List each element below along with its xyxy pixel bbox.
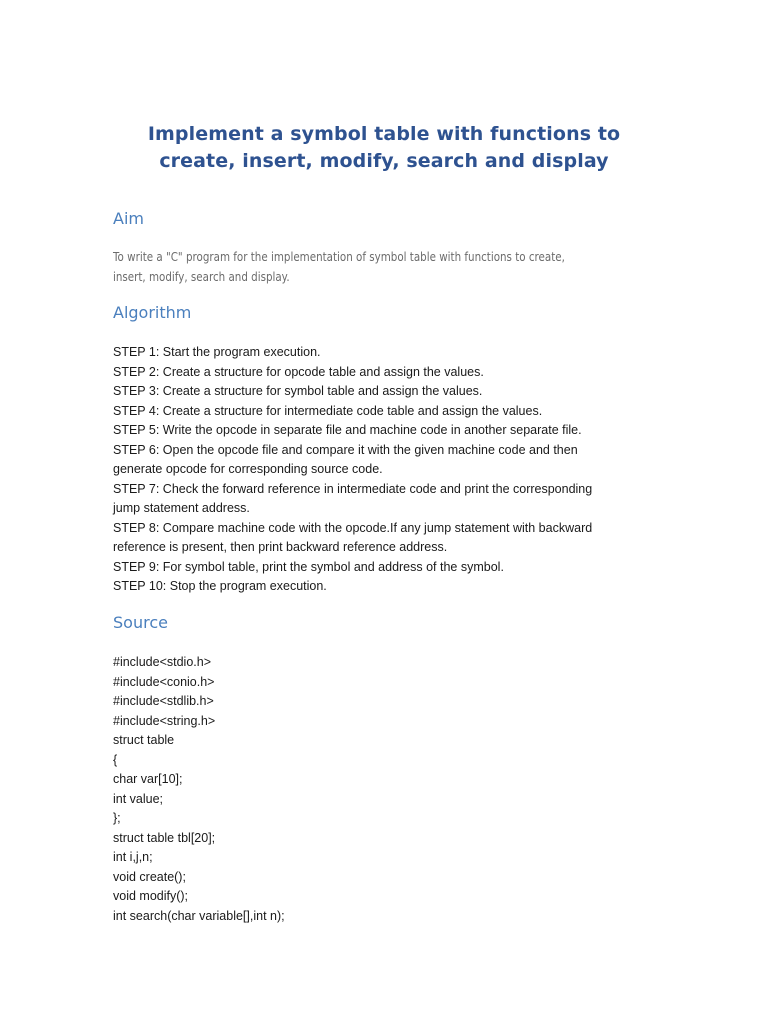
document-title [84,121,684,175]
title-line: create, insert, modify, search and display [159,150,609,172]
code-line: void modify(); [113,889,189,903]
algorithm-line: STEP 8: Compare machine code with the opcode.If any jump statement with backward [113,520,593,535]
aim-heading: Aim [113,209,144,228]
source-code [113,653,673,926]
algorithm-line: STEP 5: Write the opcode in separate file and machine code in another separate file. [113,423,582,437]
code-line: }; [113,811,121,825]
aim-line: To write a "C" program for the implementation of symbol table with functions to create, [113,250,565,264]
code-line: struct table tbl[20]; [113,830,216,845]
code-line: #include<conio.h> [113,674,215,689]
code-line: { [113,752,118,767]
aim-paragraph [113,247,595,287]
algorithm-line: STEP 6: Open the opcode file and compare it with the given machine code and then [113,442,578,457]
algorithm-steps [113,343,673,597]
code-line: int search(char variable[],int n); [113,908,285,923]
algorithm-line: STEP 9: For symbol table, print the symbol and address of the symbol. [113,559,504,574]
code-line: #include<stdio.h> [113,655,211,669]
algorithm-line: STEP 2: Create a structure for opcode table and assign the values. [113,364,484,379]
algorithm-line: reference is present, then print backward reference address. [113,540,448,554]
algorithm-line: generate opcode for corresponding source code. [113,462,383,476]
algorithm-line: STEP 7: Check the forward reference in intermediate code and print the corresponding [113,481,593,496]
algorithm-heading: Algorithm [113,303,192,322]
code-line: #include<stdlib.h> [113,694,214,708]
code-line: struct table [113,733,175,747]
code-line: char var[10]; [113,772,183,786]
algorithm-line: jump statement address. [113,501,250,515]
source-heading: Source [113,613,168,632]
code-line: int value; [113,791,164,806]
algorithm-line: STEP 4: Create a structure for intermediate code table and assign the values. [113,403,543,418]
code-line: #include<string.h> [113,713,216,728]
algorithm-line: STEP 10: Stop the program execution. [113,579,327,593]
algorithm-line: STEP 1: Start the program execution. [113,345,321,359]
title-line: Implement a symbol table with functions to [147,123,621,145]
aim-line: insert, modify, search and display. [113,270,290,284]
algorithm-line: STEP 3: Create a structure for symbol table and assign the values. [113,384,483,398]
code-line: void create(); [113,869,186,884]
code-line: int i,j,n; [113,850,153,864]
